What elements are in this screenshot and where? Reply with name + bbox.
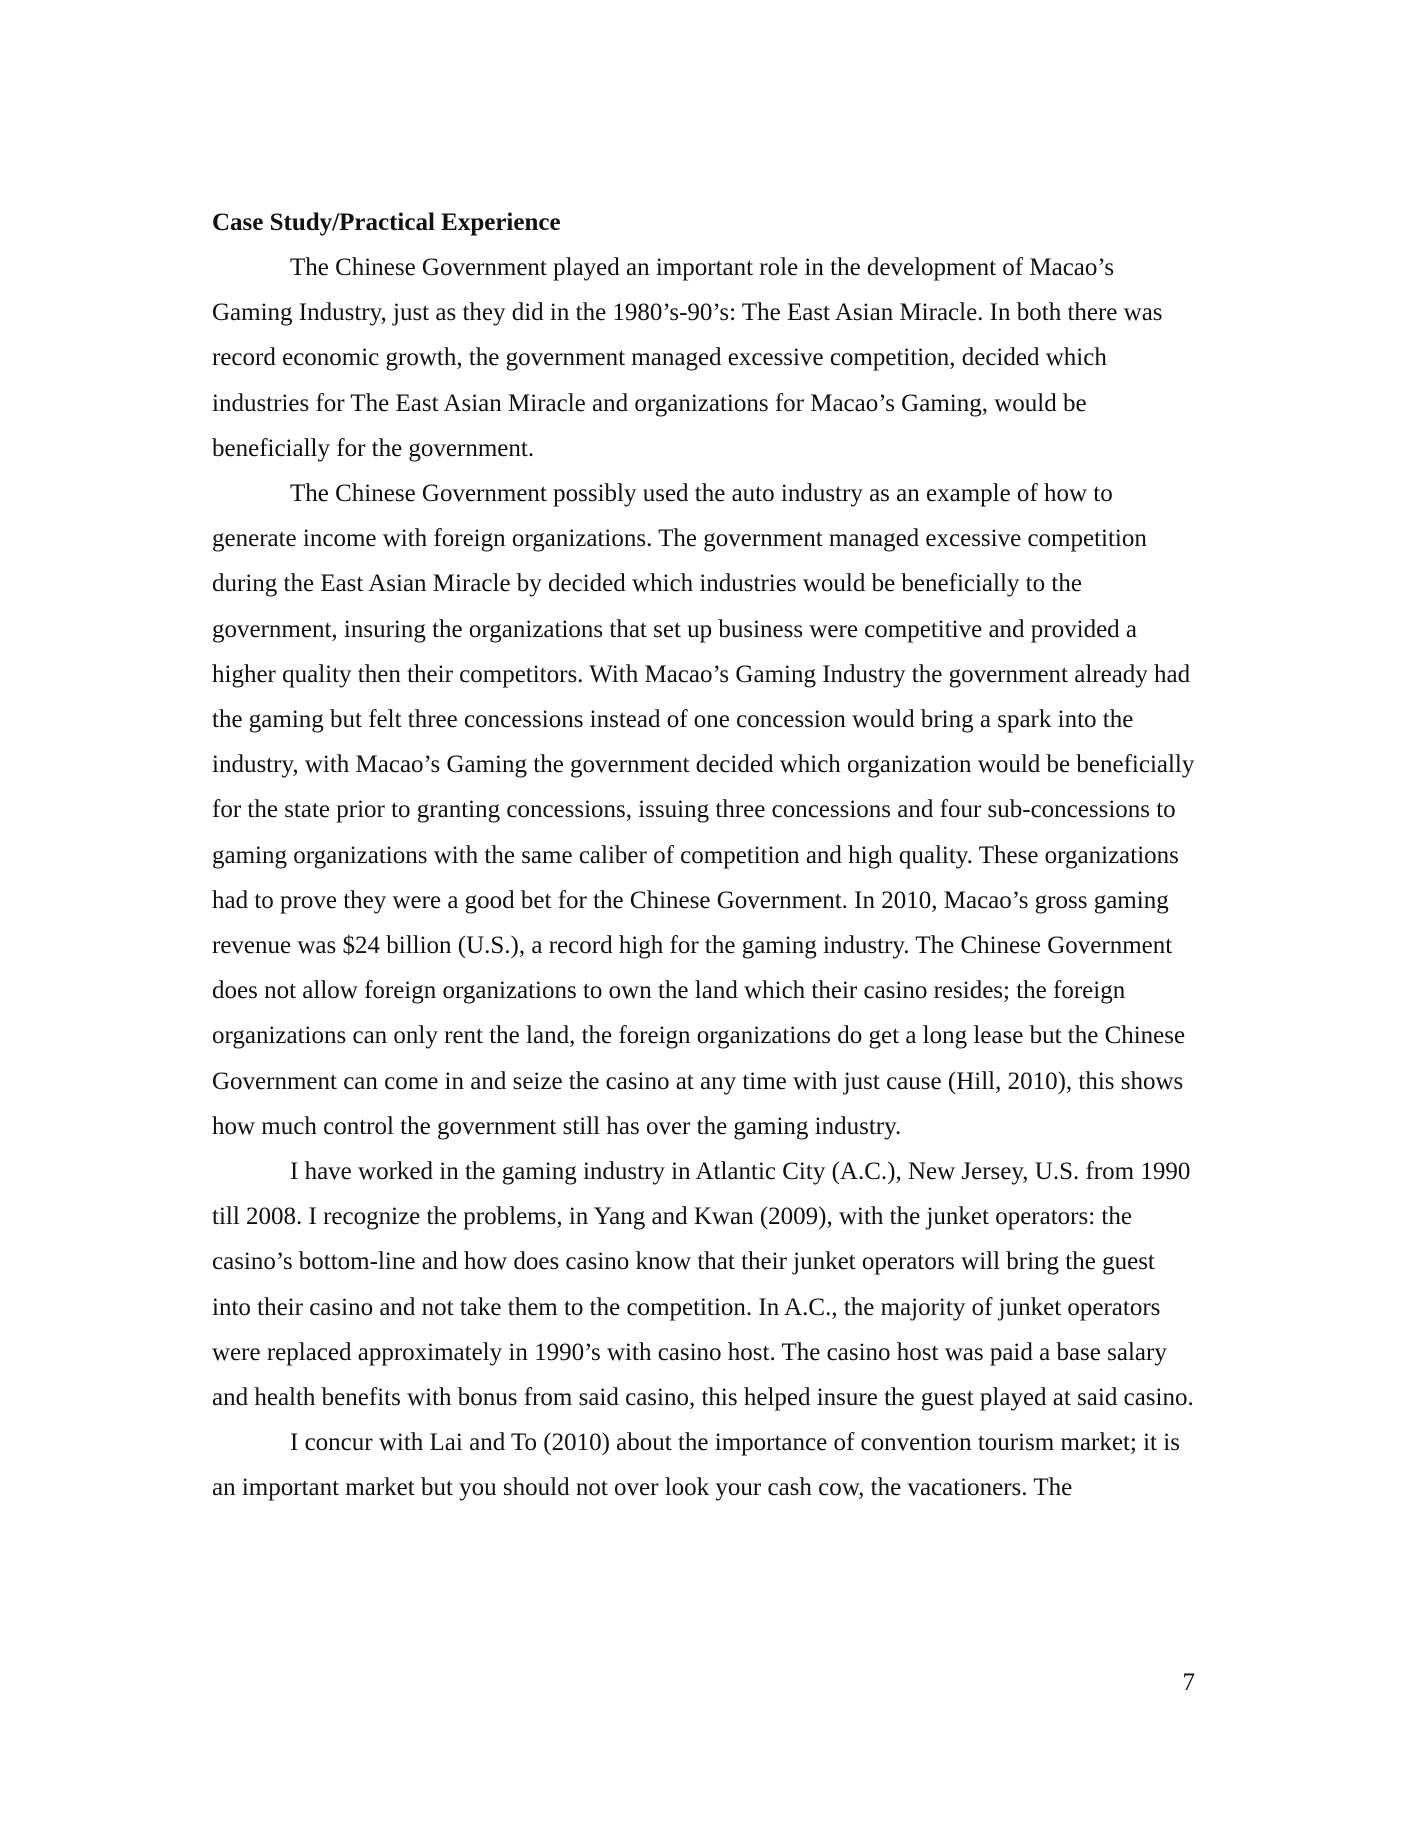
section-heading: Case Study/Practical Experience [212, 209, 561, 236]
paragraph-4: I concur with Lai and To (2010) about the importance of convention tourism market; it is an important market but you should not over look your cash cow, the vacationers. The [212, 1429, 1180, 1502]
page-body [212, 200, 1197, 1511]
paragraph-3: I have worked in the gaming industry in Atlantic City (A.C.), New Jersey, U.S. from 1990 till 2008. I recognize the problems, in Yang and Kwan (2009), with the junket operators: the casino’s bottom-line and how does casino know that their junket operators will bring the guest into their casino and not take them to the competition. In A.C., the majority of junket operators were replaced approximately in 1990’s with casino host. The casino host was paid a base salary and health benefits with bonus from said casino, this helped insure the guest played at said casino. [212, 1158, 1194, 1412]
page-number: 7 [1182, 1669, 1195, 1696]
paragraph-2: The Chinese Government possibly used the auto industry as an example of how to generate income with foreign organizations. The government managed excessive competition during the East Asian Miracle by decided which industries would be beneficially to the government, insuring the organizations that set up business were competitive and provided a higher quality then their competitors. With Macao’s Gaming Industry the government already had the gaming but felt three concessions instead of one concession would bring a spark into the industry, with Macao’s Gaming the government decided which organization would be beneficially for the state prior to granting concessions, issuing three concessions and four sub-concessions to gaming organizations with the same caliber of competition and high quality. These organizations had to prove they were a good bet for the Chinese Government. In 2010, Macao’s gross gaming revenue was $24 billion (U.S.), a record high for the gaming industry. The Chinese Government does not allow foreign organizations to own the land which their casino resides; the foreign organizations can only rent the land, the foreign organizations do get a long lease but the Chinese Government can come in and seize the casino at any time with just cause (Hill, 2010), this shows how much control the government still has over the gaming industry. [212, 480, 1195, 1140]
paragraph-1: The Chinese Government played an important role in the development of Macao’s Gaming Industry, just as they did in the 1980’s-90’s: The East Asian Miracle. In both there was record economic growth, the government managed excessive competition, decided which industries for The East Asian Miracle and organizations for Macao’s Gaming, would be beneficially for the government. [212, 254, 1163, 462]
